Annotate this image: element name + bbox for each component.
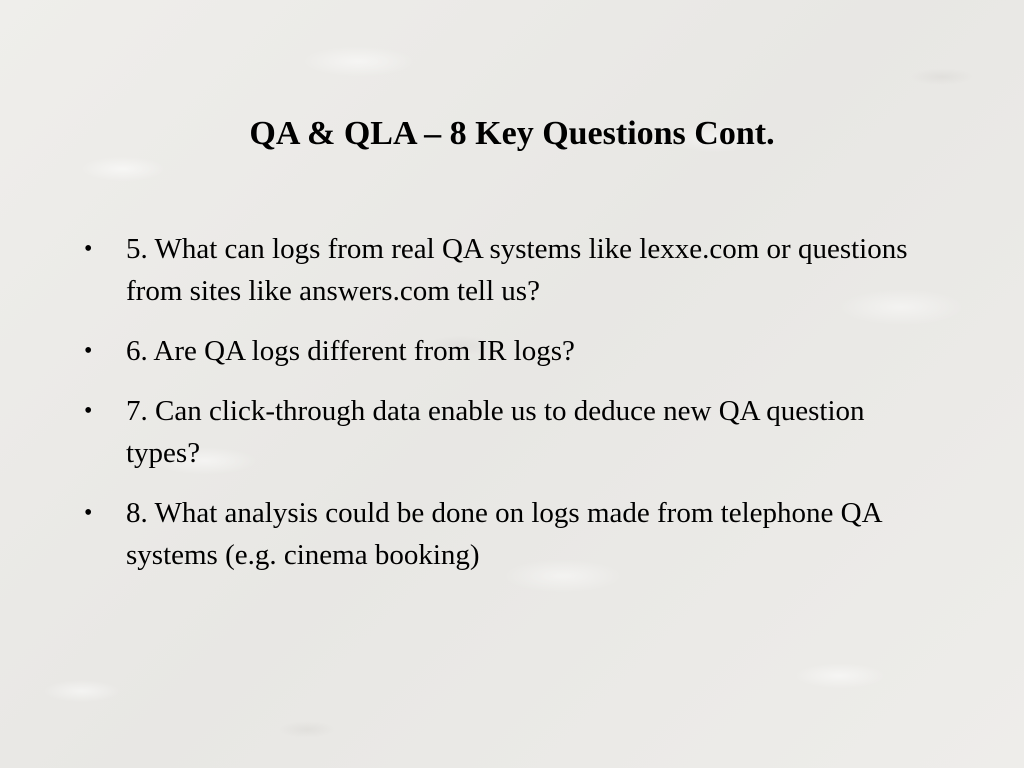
bullet-marker: • — [84, 500, 93, 526]
bullet-marker: • — [84, 236, 93, 262]
bullet-item — [82, 492, 942, 576]
bullet-list — [82, 228, 942, 594]
bullet-item — [82, 390, 942, 474]
bullet-text: 6. Are QA logs different from IR logs? — [126, 335, 575, 367]
bullet-text: 5. What can logs from real QA systems like lexxe.com or questions from sites like answers.com tell us? — [126, 233, 908, 307]
bullet-text: 8. What analysis could be done on logs made from telephone QA systems (e.g. cinema booking) — [126, 497, 881, 571]
bullet-marker: • — [84, 398, 93, 424]
bullet-item — [82, 228, 942, 312]
slide-title: QA & QLA – 8 Key Questions Cont. — [249, 115, 775, 152]
bullet-marker: • — [84, 338, 93, 364]
bullet-text: 7. Can click-through data enable us to deduce new QA question types? — [126, 395, 865, 469]
bullet-item — [82, 330, 942, 372]
